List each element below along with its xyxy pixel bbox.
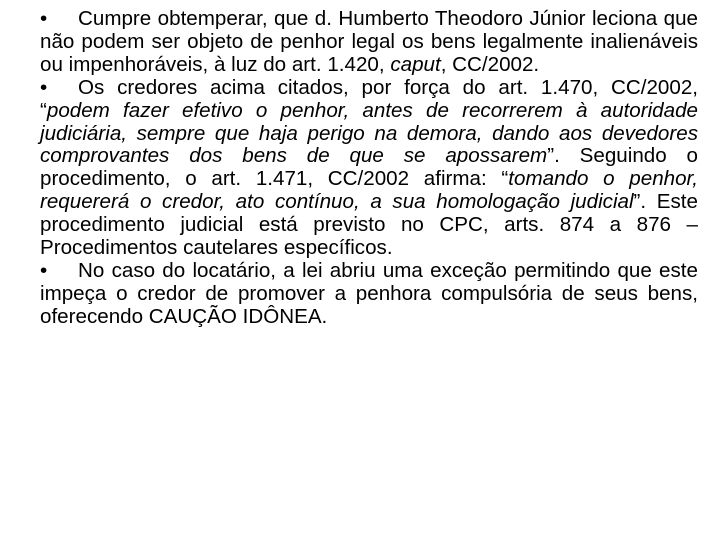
slide-body <box>40 8 698 528</box>
bullet-icon: • <box>40 75 48 99</box>
text-segment: , CC/2002. <box>440 52 540 76</box>
bullet-icon: • <box>40 7 48 30</box>
text-segment-italic: caput <box>390 52 441 76</box>
text-segment: ”. Seguindo o procedimento, o art. 1.471, CC/2002 afirma: “ <box>40 144 698 191</box>
bullet-paragraph-3 <box>40 260 698 329</box>
text-segment: Os credores acima citados, por força do art. 1.470, CC/2002, “ <box>40 75 698 122</box>
text-segment: ”. Este procedimento judicial está previsto no CPC, arts. 874 a 876 – Procedimentos cautelares específicos. <box>40 190 698 260</box>
bullet-icon: • <box>40 258 48 282</box>
bullet-paragraph-2 <box>40 77 698 260</box>
bullet-paragraph-1 <box>40 8 698 77</box>
text-segment-italic: podem fazer efetivo o penhor, antes de recorrerem à autoridade judiciária, sempre que haja perigo na demora, dando aos devedores comprovantes dos bens de que se apossarem <box>40 98 698 168</box>
text-segment-italic: tomando o penhor, requererá o credor, ato contínuo, a sua homologação judicial <box>40 167 698 214</box>
text-segment: No caso do locatário, a lei abriu uma exceção permitindo que este impeça o credor de promover a penhora compulsória de seus bens, oferecendo CAUÇÃO IDÔNEA. <box>40 258 698 328</box>
text-segment: Cumpre obtemperar, que d. Humberto Theodoro Júnior leciona que não podem ser objeto de penhor legal os bens legalmente inalienáveis ou impenhoráveis, à luz do art. 1.420, <box>40 7 698 76</box>
